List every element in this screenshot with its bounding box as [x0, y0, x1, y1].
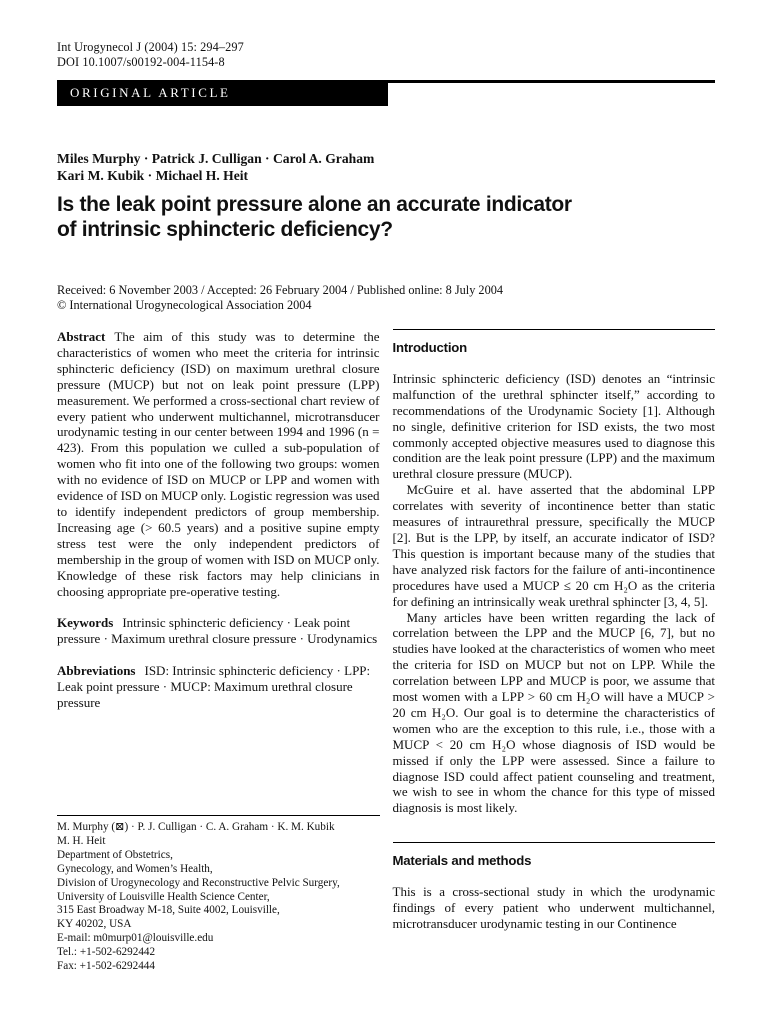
- article-type-banner-row: [57, 80, 715, 106]
- keywords: [57, 615, 380, 647]
- abbreviations: [57, 663, 380, 711]
- introduction-paragraph: Many articles have been written regarding the lack of correlation between the LPP and the MUCP [6, 7], but no studies have looked at the characteristics of women who meet the criteria for ISD on MUCP but not on LPP. While the correlation between LPP and MUCP is poor, we assume that most women with a LPP > 60 cm H₂O will have a MUCP > 20 cm H₂O. Our goal is to determine the characteristics of women who are the exception to this rule, i.e., those with a MUCP < 20 cm H₂O whose diagnosis of ISD would be missed if only the LPP were assessed. Since a failure to diagnose ISD could affect patient counseling and treatment, we wish to see in whom the chance for this type of missed diagnosis is most likely.: [392, 609, 715, 816]
- divider: [393, 842, 716, 843]
- correspondence-footnote: [57, 815, 380, 974]
- title-line: of intrinsic sphincteric deficiency?: [57, 217, 393, 241]
- footnote-line: 315 East Broadway M-18, Suite 4002, Louisville,: [57, 904, 280, 917]
- abstract: [57, 329, 380, 599]
- section-heading-introduction: Introduction: [392, 340, 468, 355]
- right-column: [393, 329, 716, 974]
- footnote-line: Gynecology, and Women’s Health,: [57, 862, 213, 875]
- abstract-text: The aim of this study was to determine the characteristics of women who meet the criteria for intrinsic sphincteric deficiency (ISD) on maximum urethral closure pressure (MUCP) but not on leak point pressure (LPP) measurement. We performed a cross-sectional chart review of every patient who underwent multichannel, microtransducer urodynamic testing in our center between 1994 and 1996 (n = 423). From this population we culled a sub-population of women who fit into one of the following two groups: women with no evidence of ISD on MUCP or LPP and women with evidence of ISD on MUCP only. Logistic regression was used to identify independent predictors of group membership. Increasing age (> 60.5 years) and a positive supine empty stress test were the only independent predictors of membership in the group of women with ISD on MUCP only. Knowledge of these risk factors may help clinicians in choosing appropriate pre-operative testing.: [57, 329, 380, 599]
- footnote-line-fax: Fax: +1-502-6292444: [57, 960, 155, 973]
- keywords-label: Keywords: [57, 615, 114, 631]
- journal-reference: Int Urogynecol J (2004) 15: 294–297: [57, 40, 244, 54]
- introduction-paragraph: McGuire et al. have asserted that the abdominal LPP correlates with severity of incontinence better than static measures of intraurethral pressure, specifically the MUCP [2]. But is the LPP, by itself, an accurate indicator of ISD? This question is important because many of the studies that have analyzed risk factors for the failure of anti-incontinence procedures have used a MUCP ≤ 20 cm H₂O as the criteria for defining an intrinsically weak urethral sphincter [3, 4, 5].: [392, 482, 715, 609]
- section-heading-materials: Materials and methods: [392, 853, 532, 869]
- footnote-line: M. H. Heit: [57, 834, 106, 847]
- footnote-line-tel: Tel.: +1-502-6292442: [57, 946, 156, 959]
- materials-paragraph: This is a cross-sectional study in which the urodynamic findings of every patient who underwent multichannel, microtransducer urodynamic testing in our Continence: [392, 884, 715, 931]
- journal-header: [57, 40, 715, 69]
- two-column-body: [57, 329, 715, 974]
- abbreviations-label: Abbreviations: [57, 663, 136, 679]
- author-line: Miles Murphy · Patrick J. Culligan · Carol A. Graham: [57, 151, 375, 166]
- divider: [388, 80, 715, 83]
- footnote-line: M. Murphy (⊠) · P. J. Culligan · C. A. Graham · K. M. Kubik: [57, 821, 335, 834]
- received-accepted-line: Received: 6 November 2003 / Accepted: 26 February 2004 / Published online: 8 July 2004: [57, 283, 504, 297]
- abbreviations-text: ISD: Intrinsic sphincteric deficiency · LPP: Leak point pressure · MUCP: Maximum urethral closure pressure: [57, 663, 371, 711]
- title-line: Is the leak point pressure alone an accurate indicator: [57, 193, 572, 216]
- article-type-banner: ORIGINAL ARTICLE: [57, 80, 388, 106]
- left-column: [57, 329, 380, 974]
- footnote-line: KY 40202, USA: [57, 918, 132, 931]
- introduction-paragraph: Intrinsic sphincteric deficiency (ISD) denotes an “intrinsic malfunction of the urethral sphincter itself,” according to recommendations of the Urodynamic Society [1]. Although no single, definitive criterion for ISD exists, the two most commonly accepted objective measures used to diagnose this condition are the leak point pressure (LPP) and the maximum urethral closure pressure (MUCP).: [392, 370, 715, 482]
- footnote-line: University of Louisville Health Science Center,: [57, 890, 270, 903]
- footnote-line: Division of Urogynecology and Reconstructive Pelvic Surgery,: [57, 876, 340, 889]
- abstract-label: Abstract: [57, 329, 106, 344]
- divider: [393, 329, 716, 330]
- copyright-line: © International Urogynecological Association 2004: [57, 298, 312, 312]
- footnote-line: Department of Obstetrics,: [57, 848, 173, 861]
- keywords-text: Intrinsic sphincteric deficiency · Leak point pressure · Maximum urethral closure pressure · Urodynamics: [57, 615, 378, 647]
- author-list: [57, 150, 715, 184]
- doi: DOI 10.1007/s00192-004-1154-8: [57, 54, 225, 69]
- article-history: [57, 283, 715, 313]
- page-title: [57, 193, 715, 242]
- author-line: Kari M. Kubik · Michael H. Heit: [57, 168, 249, 183]
- footnote-line-email: E-mail: m0murp01@louisville.edu: [57, 932, 214, 945]
